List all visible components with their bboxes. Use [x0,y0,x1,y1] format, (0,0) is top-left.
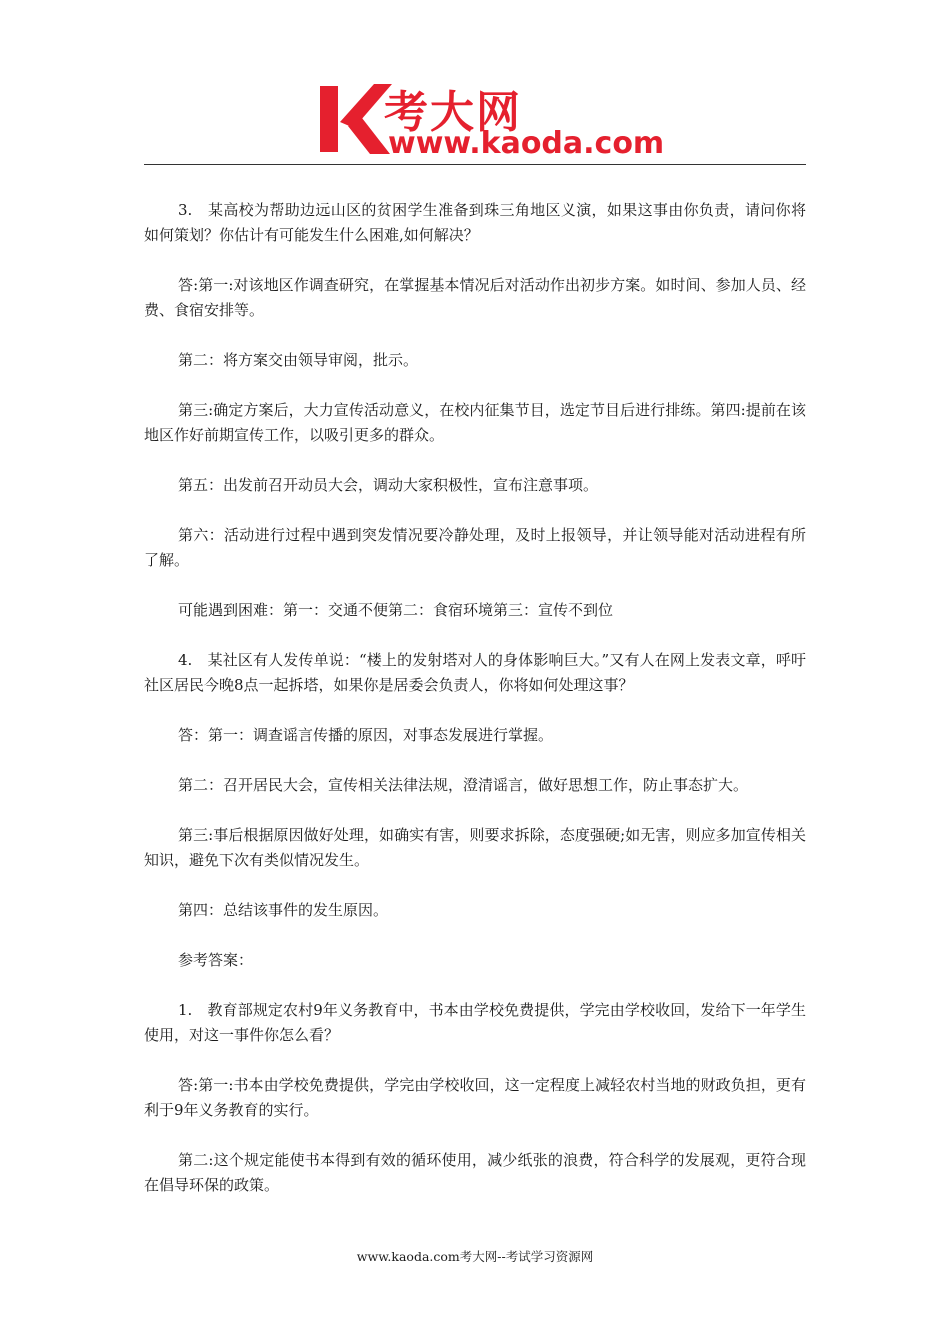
paragraph: 第二：将方案交由领导审阅，批示。 [178,351,419,369]
paragraph: 4. 某社区有人发传单说：“楼上的发射塔对人的身体影响巨大。”又有人在网上发表文章，呼吁社区居民今晚8点一起拆塔，如果你是居委会负责人，你将如何处理这事？ [144,651,806,694]
paragraph: 参考答案： [178,951,254,969]
paragraph: 3. 某高校为帮助边远山区的贫困学生准备到珠三角地区义演，如果这事由你负责，请问你将如何策划？你估计有可能发生什么困难,如何解决？ [144,201,806,244]
paragraph: 第四：总结该事件的发生原因。 [178,901,389,919]
paragraph: 第二：召开居民大会，宣传相关法律法规，澄清谣言，做好思想工作，防止事态扩大。 [178,776,749,794]
paragraph: 第六：活动进行过程中遇到突发情况要冷静处理，及时上报领导，并让领导能对活动进程有所了解。 [144,526,806,569]
paragraph: 第五：出发前召开动员大会，调动大家积极性，宣布注意事项。 [178,476,599,494]
logo-url-text: www.kaoda.com [388,126,665,161]
paragraph: 第三:事后根据原因做好处理，如确实有害，则要求拆除，态度强硬;如无害，则应多加宣传相关知识，避免下次有类似情况发生。 [144,826,806,869]
header-divider [144,164,806,165]
k-logo-icon [318,82,392,156]
paragraph: 答:第一:书本由学校免费提供，学完由学校收回，这一定程度上减轻农村当地的财政负担，更有利于9年义务教育的实行。 [144,1076,806,1119]
paragraph: 答：第一：调查谣言传播的原因，对事态发展进行掌握。 [178,726,554,744]
paragraph: 可能遇到困难：第一：交通不便第二：食宿环境第三：宣传不到位 [178,601,614,619]
paragraph: 第三:确定方案后，大力宣传活动意义，在校内征集节目，选定节目后进行排练。第四:提前在该地区作好前期宣传工作，以吸引更多的群众。 [144,401,806,444]
paragraph: 答:第一:对该地区作调查研究，在掌握基本情况后对活动作出初步方案。如时间、参加人员、经费、食宿安排等。 [144,276,806,319]
paragraph: 1. 教育部规定农村9年义务教育中，书本由学校免费提供，学完由学校收回，发给下一年学生使用，对这一事件你怎么看？ [144,1001,806,1044]
document-body [144,198,806,1223]
site-logo[interactable] [318,78,665,161]
paragraph: 第二:这个规定能使书本得到有效的循环使用，减少纸张的浪费，符合科学的发展观，更符合现在倡导环保的政策。 [144,1151,806,1194]
logo-chinese-text: 考大网 [384,87,522,138]
page-footer: www.kaoda.com考大网--考试学习资源网 [356,1249,594,1264]
